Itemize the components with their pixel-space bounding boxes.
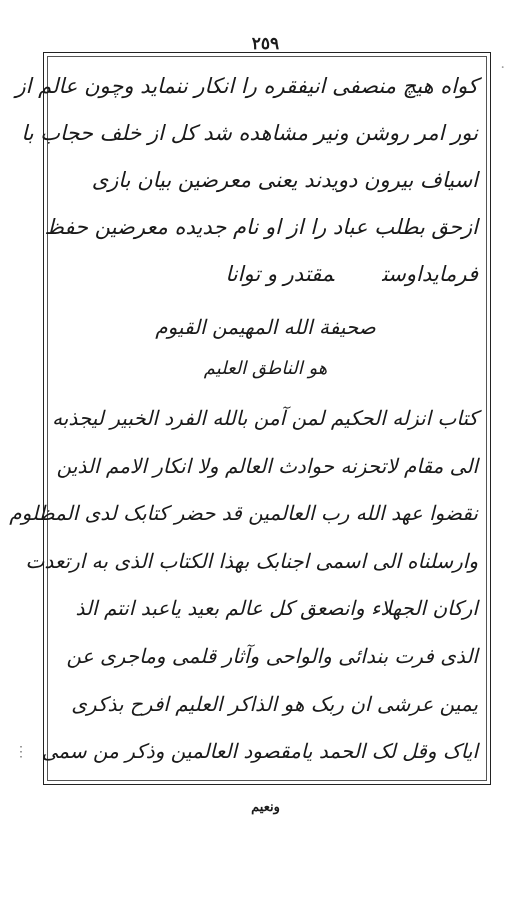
text-line: ایاک وقل لک الحمد یامقصود العالمین وذکر من سمی — [41, 739, 478, 764]
text-line: ازحق بطلب عباد را از او نام جدیده معرضین حفظ — [44, 215, 478, 239]
text-line: ارکان الجهلاء وانصعق کل عالم بعید یاعبد انتم الذ — [75, 596, 478, 621]
text-line: الی مقام لاتحزنه حوادث العالم ولا انکار الامم الذین — [56, 453, 478, 478]
page-number: ٢٥٩ — [251, 34, 280, 54]
section-heading: صحیفة الله المهیمن القیوم — [155, 315, 376, 339]
text-line: کتاب انزله الحکیم لمن آمن بالله الفرد الخبیر لیجذبه — [52, 406, 478, 430]
text-line: کواه هیچ منصفی انیفقره را انکار ننماید وچون عالم از — [15, 74, 478, 98]
text-block-1 — [15, 74, 478, 311]
text-line-last-start: فرمایداوست — [381, 262, 478, 286]
text-line: نور امر روشن ونیر مشاهده شد کل از خلف حجاب با — [21, 121, 478, 145]
text-line: الذی فرت بندائی والواحی وآثار قلمی وماجری عن — [66, 643, 478, 668]
text-line: نقضوا عهد الله رب العالمین قد حضر کتابک لدی المظلوم — [9, 501, 478, 526]
text-line: یمین عرشی ان ربک هو الذاکر العلیم افرح بذکری — [71, 691, 478, 716]
text-block-2 — [9, 406, 478, 789]
text-line-last — [56, 264, 478, 311]
text-line-last-end: مقتدر و توانا — [225, 262, 334, 286]
catchword: ونعیم — [251, 800, 280, 815]
text-line: اسیاف بیرون دویدند یعنی معرضین بیان بازی — [91, 168, 478, 192]
paper-spot: · — [500, 60, 505, 76]
section-subheading: هو الناطق العلیم — [203, 358, 328, 379]
text-line: وارسلناه الی اسمی اجنابک بهذا الکتاب الذی به ارتعدت — [25, 548, 478, 573]
margin-mark: ⋮ — [14, 744, 28, 760]
